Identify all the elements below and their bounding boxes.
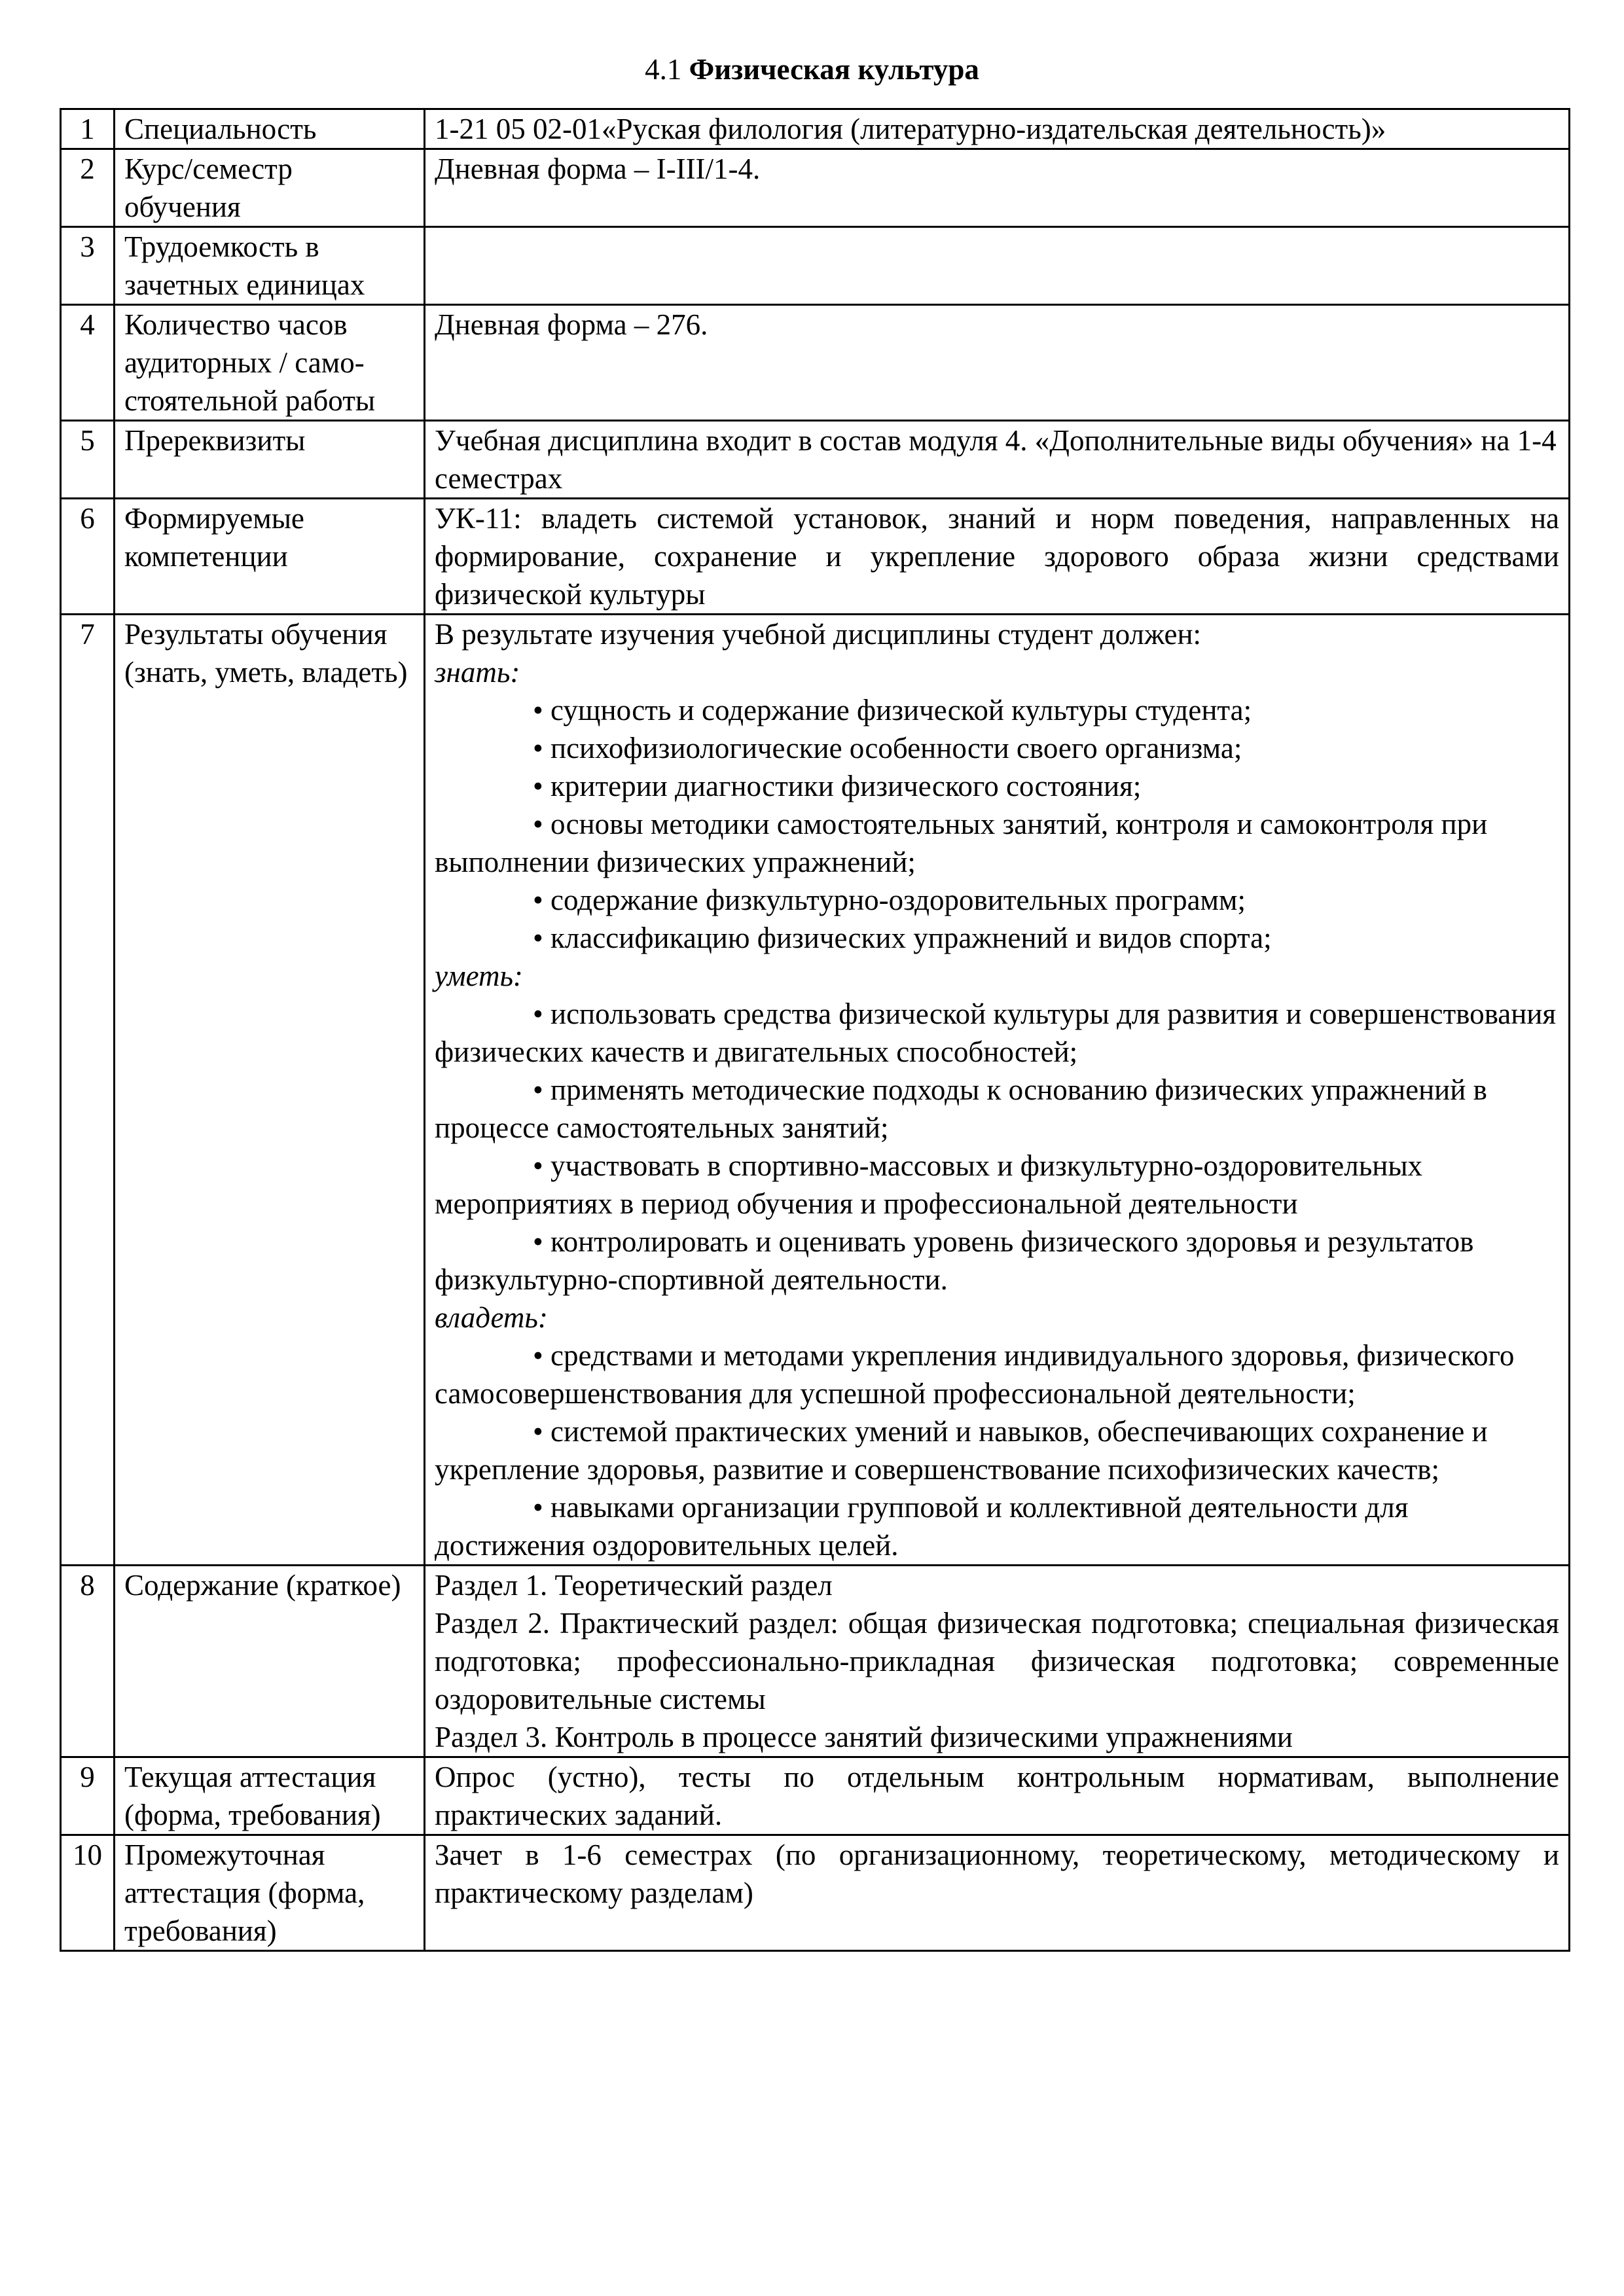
table-row (61, 1757, 1570, 1835)
list-item: • критерии диагностики физического состояния; (533, 770, 1142, 802)
content-sections (425, 1566, 1570, 1757)
document-title (0, 51, 1624, 88)
row-value: Дневная форма – I-III/1-4. (425, 149, 1570, 227)
row-value: Опрос (устно), тесты по отдельным контрольным нормативам, выполнение практических заданий. (425, 1757, 1570, 1835)
row-label: Пререквизиты (115, 421, 425, 499)
own-heading: владеть: (435, 1301, 548, 1334)
table-row (61, 421, 1570, 499)
row-number: 3 (61, 227, 115, 305)
row-label: Трудоемкость в зачетных единицах (115, 227, 425, 305)
row-value: УК-11: владеть системой установок, знаний и норм поведения, направленных на формирование, сохранение и укрепление здорового образа жизни средствами физической культуры (425, 499, 1570, 615)
table-row (61, 149, 1570, 227)
list-item: • сущность и содержание физической культуры студента; (533, 694, 1252, 726)
table-row (61, 227, 1570, 305)
row-label: Промежуточная аттестация (форма, требования) (115, 1835, 425, 1951)
learning-outcomes (425, 615, 1570, 1566)
can-heading: уметь: (435, 960, 523, 992)
row-label: Курс/семестр обучения (115, 149, 425, 227)
title-name: Физическая культура (689, 53, 979, 86)
list-item: • классификацию физических упражнений и видов спорта; (533, 922, 1272, 954)
row-number: 6 (61, 499, 115, 615)
row-number: 7 (61, 615, 115, 1566)
list-item: • средствами и методами укрепления индивидуального здоровья, физического самосовершенствования для успешной профессиональной деятельности; (435, 1339, 1515, 1410)
list-item: • использовать средства физической культуры для развития и совершенствования физических качеств и двигательных способностей; (435, 997, 1557, 1068)
table-row (61, 1566, 1570, 1757)
table-row (61, 1835, 1570, 1951)
row-number: 1 (61, 109, 115, 149)
list-item: • применять методические подходы к основанию физических упражнений в процессе самостоятельных занятий; (435, 1073, 1487, 1144)
row-number: 2 (61, 149, 115, 227)
discipline-table (60, 108, 1570, 1952)
row-label: Формируемые компетенции (115, 499, 425, 615)
row-label: Текущая аттестация (форма, требования) (115, 1757, 425, 1835)
list-item: • психофизиологические особенности своего организма; (533, 732, 1242, 764)
list-item: • навыками организации групповой и коллективной деятельности для достижения оздоровительных целей. (435, 1491, 1409, 1562)
row-value (425, 227, 1570, 305)
list-item: • контролировать и оценивать уровень физического здоровья и результатов физкультурно-спортивной деятельности. (435, 1225, 1474, 1296)
table-row (61, 615, 1570, 1566)
row-number: 5 (61, 421, 115, 499)
list-item: • основы методики самостоятельных занятий, контроля и самоконтроля при выполнении физических упражнений; (435, 808, 1488, 878)
row-value: Зачет в 1-6 семестрах (по организационному, теоретическому, методическому и практическому разделам) (425, 1835, 1570, 1951)
row-number: 9 (61, 1757, 115, 1835)
row-label: Содержание (краткое) (115, 1566, 425, 1757)
row-value: Учебная дисциплина входит в состав модуля 4. «Дополнительные виды обучения» на 1-4 семестрах (425, 421, 1570, 499)
row-label: Результаты обучения (знать, уметь, владеть) (115, 615, 425, 1566)
list-item: • системой практических умений и навыков, обеспечивающих сохранение и укрепление здоровья, развитие и совершенствование психофизических качеств; (435, 1415, 1488, 1486)
list-item: • участвовать в спортивно-массовых и физкультурно-оздоровительных мероприятиях в период обучения и профессиональной деятельности (435, 1149, 1423, 1220)
row-value: Дневная форма – 276. (425, 305, 1570, 421)
table-row (61, 305, 1570, 421)
row-number: 8 (61, 1566, 115, 1757)
row-value: 1-21 05 02-01«Руская филология (литературно-издательская деятельность)» (425, 109, 1570, 149)
section-item: Раздел 3. Контроль в процессе занятий физическими упражнениями (435, 1721, 1293, 1753)
section-item: Раздел 1. Теоретический раздел (435, 1569, 833, 1602)
table-row (61, 109, 1570, 149)
know-heading: знать: (435, 656, 520, 689)
list-item: • содержание физкультурно-оздоровительных программ; (533, 884, 1246, 916)
section-item: Раздел 2. Практический раздел: общая физическая подготовка; специальная физическая подготовка; профессионально-прикладная физическая подготовка; современные оздоровительные системы (435, 1607, 1559, 1715)
outcomes-intro: В результате изучения учебной дисциплины студент должен: (435, 618, 1202, 651)
title-number: 4.1 (645, 53, 682, 86)
row-label: Количество часов аудиторных / само-стоятельной работы (115, 305, 425, 421)
row-number: 4 (61, 305, 115, 421)
row-number: 10 (61, 1835, 115, 1951)
table-row (61, 499, 1570, 615)
row-label: Специальность (115, 109, 425, 149)
